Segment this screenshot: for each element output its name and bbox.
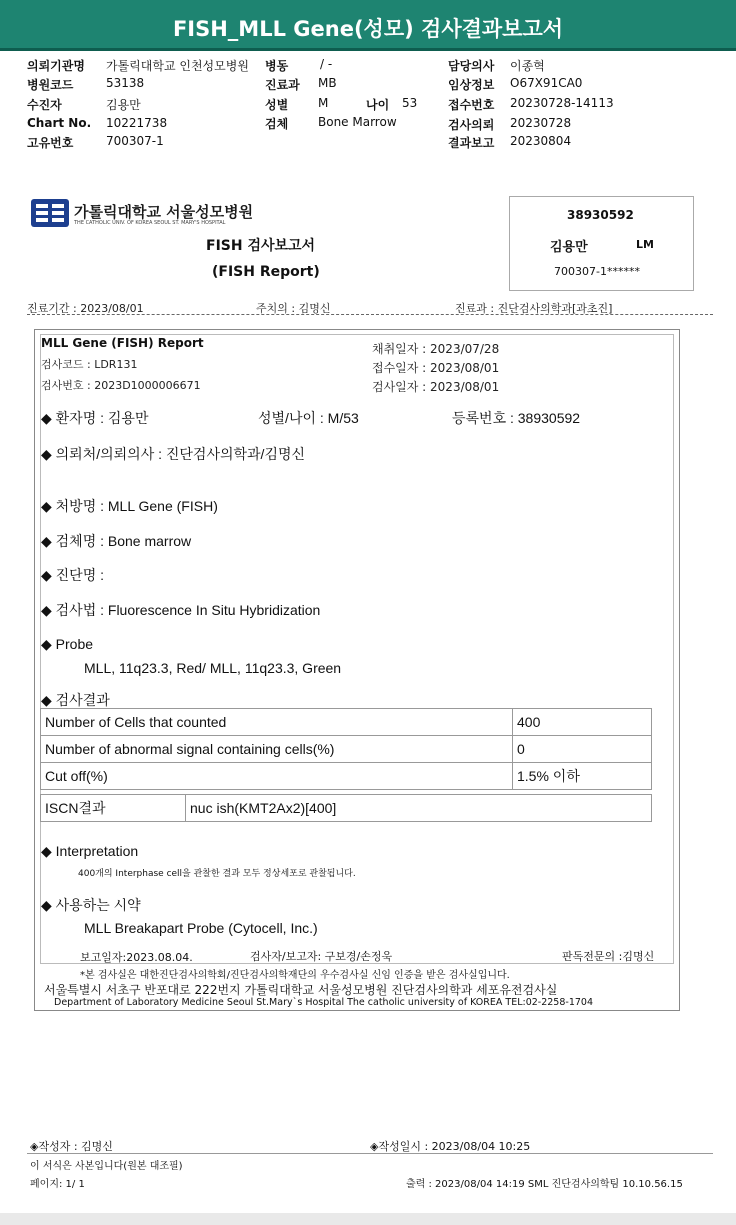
- address-english: Department of Laboratory Medicine Seoul St.Mary`s Hospital The catholic university of KOREA TEL:02-2258-1704: [54, 997, 594, 1008]
- result-value: 400: [513, 709, 652, 736]
- report-title-bar: [0, 0, 736, 51]
- report-date: 보고일자:2023.08.04.: [80, 951, 193, 964]
- iscn-label: ISCN결과: [41, 795, 186, 822]
- receive-date: 접수일자 : 2023/08/01: [372, 361, 500, 375]
- department: 진료과 : 진단검사의학과[과초진]: [455, 302, 613, 315]
- author: ◈작성자 : 김명신: [30, 1140, 113, 1153]
- probe-value: MLL, 11q23.3, Red/ MLL, 11q23.3, Green: [84, 660, 342, 676]
- copy-note: 이 서식은 사본입니다(원본 대조필): [30, 1161, 183, 1172]
- field-label: 담당의사: [448, 59, 495, 73]
- reviewer: 판독전문의 :김명신: [562, 950, 655, 963]
- field-label: 검사의뢰: [448, 118, 495, 132]
- hospital-name: 가톨릭대학교 서울성모병원: [74, 203, 254, 221]
- examiner: 검사자/보고자: 구보경/손정욱: [250, 950, 393, 963]
- field-label: 고유번호: [27, 136, 74, 150]
- report-heading: FISH 검사보고서: [206, 238, 316, 254]
- result-value: 1.5% 이하: [513, 763, 652, 790]
- result-label: ◆ 검사결과: [41, 692, 110, 708]
- order-name: ◆ 처방명 : MLL Gene (FISH): [41, 498, 218, 514]
- result-value: 0: [513, 736, 652, 763]
- field-value: 10221738: [106, 116, 168, 130]
- hospital-name-en: THE CATHOLIC UNIV. OF KOREA SEOUL ST. MARY'S HOSPITAL: [74, 220, 226, 226]
- report-subheading: (FISH Report): [212, 264, 320, 280]
- divider: [27, 314, 713, 315]
- specimen: ◆ 검체명 : Bone marrow: [41, 533, 192, 549]
- interpretation-label: ◆ Interpretation: [41, 843, 139, 859]
- attending-doctor: 주치의 : 김명신: [256, 302, 331, 315]
- page-number: 페이지: 1/ 1: [30, 1179, 85, 1190]
- result-name: Cut off(%): [41, 763, 513, 790]
- requester: ◆ 의뢰처/의뢰의사 : 진단검사의학과/김명신: [41, 446, 306, 462]
- field-value: O67X91CA0: [510, 76, 583, 90]
- reagent-label: ◆ 사용하는 시약: [41, 897, 141, 913]
- field-value: Bone Marrow: [318, 115, 397, 129]
- test-number: 검사번호 : 2023D1000006671: [41, 379, 201, 392]
- label-patient-tag: LM: [636, 238, 654, 251]
- reagent-value: MLL Breakapart Probe (Cytocell, Inc.): [84, 920, 318, 936]
- field-label: Chart No.: [27, 116, 92, 130]
- exam-date: 검사일자 : 2023/08/01: [372, 380, 500, 394]
- barcode-number: 38930592: [567, 208, 634, 222]
- method: ◆ 검사법 : Fluorescence In Situ Hybridization: [41, 602, 321, 618]
- divider: [27, 1153, 713, 1154]
- collect-date: 채취일자 : 2023/07/28: [372, 342, 500, 356]
- field-label: 검체: [265, 117, 289, 131]
- field-value: M: [318, 96, 329, 110]
- field-value: 20230804: [510, 134, 572, 148]
- field-label: 병원코드: [27, 78, 74, 92]
- field-value: MB: [318, 76, 337, 90]
- result-table: [40, 708, 652, 790]
- visit-date: 진료기간 : 2023/08/01: [27, 302, 144, 315]
- field-value: 김용만: [106, 98, 141, 112]
- hospital-emblem-icon: [30, 198, 70, 228]
- patient-reg-no: 등록번호 : 38930592: [452, 410, 581, 426]
- field-label: 병동: [265, 59, 289, 73]
- field-label: 접수번호: [448, 98, 495, 112]
- field-label: 진료과: [265, 78, 300, 92]
- patient-sex-age: 성별/나이 : M/53: [258, 410, 359, 426]
- interpretation-text: 400개의 Interphase cell을 관찰한 결과 모두 정상세포로 관찰됩니다.: [78, 869, 356, 879]
- patient-name-line: ◆ 환자명 : 김용만: [41, 410, 149, 426]
- table-row: [41, 795, 652, 822]
- result-name: Number of abnormal signal containing cells(%): [41, 736, 513, 763]
- field-value: 53: [402, 96, 418, 110]
- page-bottom-bar: [0, 1213, 736, 1225]
- hospital-logo: [30, 198, 70, 232]
- label-patient-name: 김용만: [550, 240, 588, 255]
- field-value: 53138: [106, 76, 145, 90]
- field-value: 700307-1: [106, 134, 164, 148]
- test-name: MLL Gene (FISH) Report: [41, 336, 204, 350]
- field-label: 의뢰기관명: [27, 59, 85, 73]
- field-label: 나이: [366, 98, 390, 112]
- print-info: 출력 : 2023/08/04 14:19 SML 진단검사의학팀 10.10.56.15: [406, 1179, 683, 1190]
- iscn-value: nuc ish(KMT2Ax2)[400]: [186, 795, 652, 822]
- table-row: [41, 709, 652, 736]
- result-name: Number of Cells that counted: [41, 709, 513, 736]
- field-value: 이종혁: [510, 59, 545, 73]
- report-title: FISH_MLL Gene(성모) 검사결과보고서: [172, 17, 564, 41]
- iscn-table: [40, 794, 652, 822]
- field-value: 가톨릭대학교 인천성모병원: [106, 59, 249, 73]
- table-row: [41, 763, 652, 790]
- address-korean: 서울특별시 서초구 반포대로 222번지 가톨릭대학교 서울성모병원 진단검사의학과 세포유전검사실: [44, 983, 558, 997]
- table-row: [41, 736, 652, 763]
- field-value: 20230728-14113: [510, 96, 614, 110]
- field-label: 수진자: [27, 98, 62, 112]
- test-code: 검사코드 : LDR131: [41, 358, 138, 371]
- field-label: 임상정보: [448, 78, 495, 92]
- probe-label: ◆ Probe: [41, 636, 94, 652]
- field-label: 성별: [265, 98, 289, 112]
- written-at: ◈작성일시 : 2023/08/04 10:25: [370, 1140, 531, 1153]
- field-label: 결과보고: [448, 136, 495, 150]
- label-patient-id: 700307-1******: [554, 265, 640, 278]
- field-value: 20230728: [510, 116, 572, 130]
- field-value: / -: [320, 57, 333, 71]
- certification-note: *본 검사실은 대한진단검사의학회/진단검사의학재단의 우수검사실 신임 인증을 받은 검사실입니다.: [80, 970, 510, 981]
- diagnosis: ◆ 진단명 :: [41, 567, 105, 583]
